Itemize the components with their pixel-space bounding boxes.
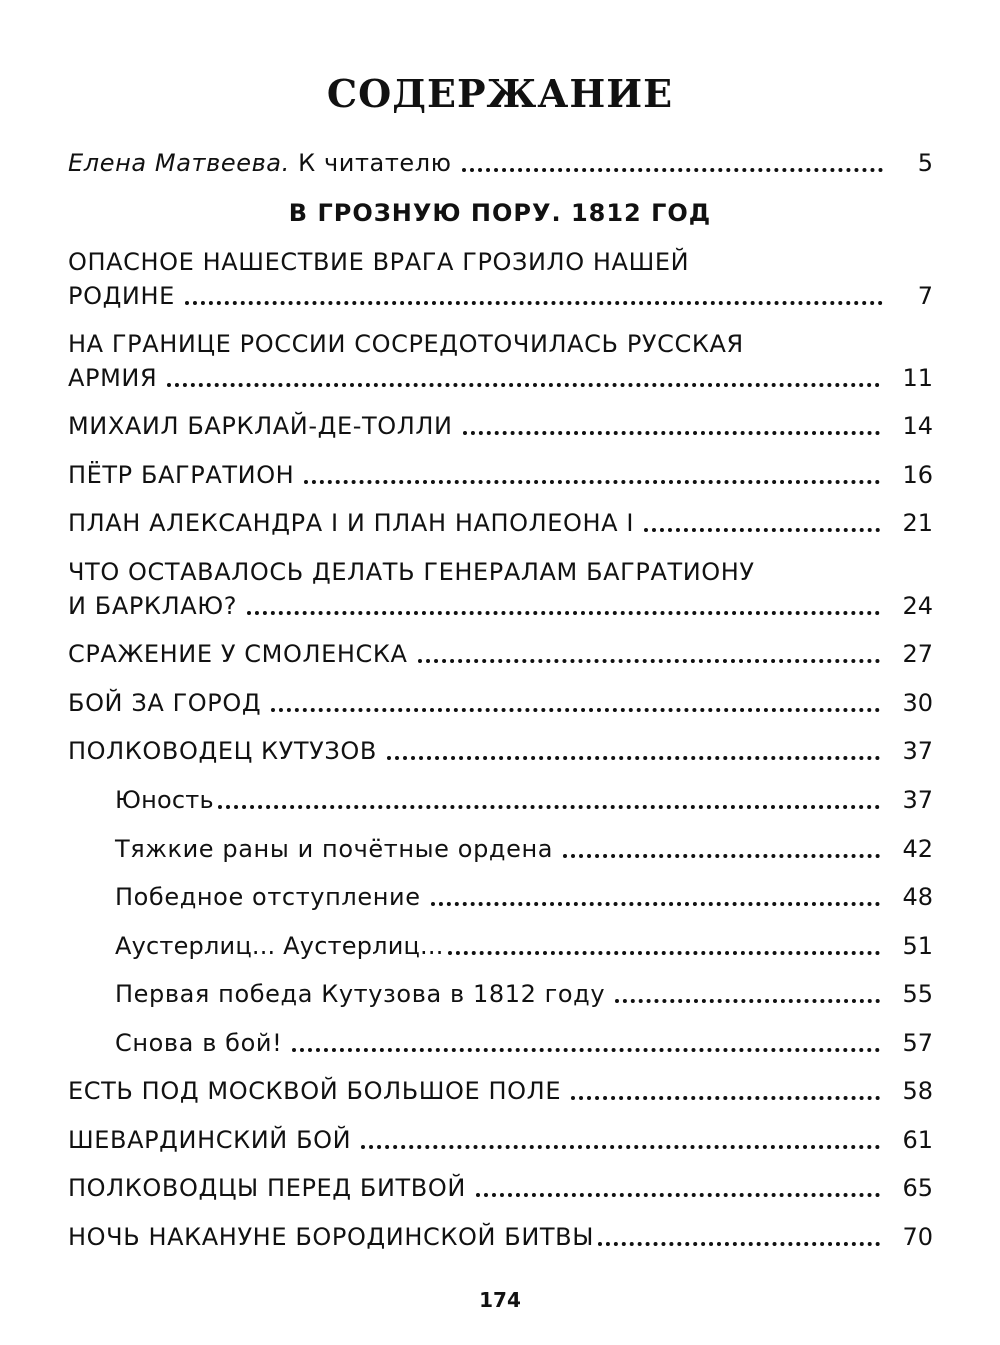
dot-leader (292, 1048, 880, 1052)
toc-entry[interactable] (68, 637, 933, 671)
dot-leader (571, 1096, 880, 1100)
page-title: СОДЕРЖАНИЕ (326, 71, 674, 116)
toc-subentry[interactable] (115, 880, 933, 914)
toc-row (68, 734, 933, 768)
page-ref: 24 (902, 592, 933, 620)
toc-entry[interactable] (68, 1220, 933, 1254)
toc-entry[interactable] (68, 734, 933, 768)
page-ref: 70 (902, 1223, 933, 1251)
dot-leader (448, 951, 881, 955)
toc-entry[interactable] (68, 245, 933, 313)
dot-leader (644, 528, 880, 532)
toc-subentry[interactable] (115, 977, 933, 1011)
toc-entry[interactable] (68, 686, 933, 720)
toc-entry[interactable] (68, 409, 933, 443)
toc-row (115, 880, 933, 914)
dot-leader (615, 999, 880, 1003)
toc-entry-label-line1: ЧТО ОСТАВАЛОСЬ ДЕЛАТЬ ГЕНЕРАЛАМ БАГРАТИОНУ (68, 558, 755, 586)
toc-entry[interactable] (68, 555, 933, 623)
toc-row (68, 506, 933, 540)
toc-entry-label: МИХАИЛ БАРКЛАЙ-ДЕ-ТОЛЛИ (68, 412, 453, 440)
toc-entry-label-line2: РОДИНЕ (68, 282, 175, 310)
toc-entry-intro[interactable] (68, 146, 933, 180)
page-ref: 30 (902, 689, 933, 717)
page-ref: 51 (902, 932, 933, 960)
toc-subentry-label: Тяжкие раны и почётные ордена (115, 835, 554, 863)
toc-entry-label: ПОЛКОВОДЦЫ ПЕРЕД БИТВОЙ (68, 1174, 466, 1202)
toc-subentry[interactable] (115, 1026, 933, 1060)
toc-row (68, 146, 933, 180)
toc-entry-label: НОЧЬ НАКАНУНЕ БОРОДИНСКОЙ БИТВЫ (68, 1223, 594, 1251)
toc-subentry[interactable] (115, 929, 933, 963)
page-ref: 58 (902, 1077, 933, 1105)
toc-row (68, 589, 933, 623)
toc-row (68, 1171, 933, 1205)
dot-leader (418, 659, 881, 663)
dot-leader (218, 805, 881, 809)
dot-leader (598, 1242, 880, 1246)
toc-row (68, 1220, 933, 1254)
toc-row (68, 1123, 933, 1157)
toc-entry[interactable] (68, 506, 933, 540)
dot-leader (462, 168, 883, 172)
toc-entry-label-line1: ОПАСНОЕ НАШЕСТВИЕ ВРАГА ГРОЗИЛО НАШЕЙ (68, 248, 690, 276)
dot-leader (563, 854, 880, 858)
toc-entry[interactable] (68, 1074, 933, 1108)
toc-row (68, 409, 933, 443)
toc-row (68, 279, 933, 313)
toc-row (115, 929, 933, 963)
toc-entry-label: ПЁТР БАГРАТИОН (68, 461, 295, 489)
toc-subentry[interactable] (115, 832, 933, 866)
toc-entry[interactable] (68, 327, 933, 395)
toc-subentry-label: Снова в бой! (115, 1029, 283, 1057)
page-ref: 55 (902, 980, 933, 1008)
page-ref: 42 (902, 835, 933, 863)
toc-row (115, 832, 933, 866)
page-number: 174 (479, 1288, 521, 1312)
toc-row (68, 686, 933, 720)
page-ref: 16 (902, 461, 933, 489)
dot-leader (271, 708, 880, 712)
author-name: Елена Матвеева. (68, 149, 290, 177)
page-ref: 27 (902, 640, 933, 668)
dot-leader (476, 1193, 881, 1197)
page-ref: 61 (902, 1126, 933, 1154)
dot-leader (387, 756, 881, 760)
toc-row (115, 977, 933, 1011)
toc-row (68, 458, 933, 492)
toc-row (68, 637, 933, 671)
page-ref: 7 (917, 282, 933, 310)
toc-subentry-label: Первая победа Кутузова в 1812 году (115, 980, 606, 1008)
toc-subentry-label: Юность (115, 786, 214, 814)
toc-entry[interactable] (68, 1171, 933, 1205)
toc-entry[interactable] (68, 1123, 933, 1157)
page-ref: 65 (902, 1174, 933, 1202)
dot-leader (185, 301, 883, 305)
dot-leader (463, 431, 881, 435)
section-heading: В ГРОЗНУЮ ПОРУ. 1812 ГОД (288, 199, 712, 227)
toc-entry-label (68, 146, 452, 180)
dot-leader (167, 383, 880, 387)
page-ref: 37 (902, 737, 933, 765)
toc-entry-label-line2: И БАРКЛАЮ? (68, 592, 238, 620)
toc-row (68, 1074, 933, 1108)
page-ref: 14 (902, 412, 933, 440)
toc-row (68, 361, 933, 395)
toc-entry-label: ШЕВАРДИНСКИЙ БОЙ (68, 1126, 352, 1154)
toc-entry-label-line1: НА ГРАНИЦЕ РОССИИ СОСРЕДОТОЧИЛАСЬ РУССКАЯ (68, 330, 744, 358)
page-ref: 21 (902, 509, 933, 537)
page-ref: 37 (902, 786, 933, 814)
intro-title: К читателю (298, 149, 452, 177)
toc-subentry[interactable] (115, 783, 933, 817)
toc-entry-label: ЕСТЬ ПОД МОСКВОЙ БОЛЬШОЕ ПОЛЕ (68, 1077, 562, 1105)
page-ref: 11 (902, 364, 933, 392)
toc-subentry-label: Победное отступление (115, 883, 421, 911)
dot-leader (361, 1145, 880, 1149)
toc-subentry-label: Аустерлиц... Аустерлиц... (115, 932, 444, 960)
toc-entry-label: ПОЛКОВОДЕЦ КУТУЗОВ (68, 737, 377, 765)
page-ref: 48 (902, 883, 933, 911)
dot-leader (247, 611, 880, 615)
toc-entry-label: БОЙ ЗА ГОРОД (68, 689, 262, 717)
toc-entry-label: СРАЖЕНИЕ У СМОЛЕНСКА (68, 640, 408, 668)
page-ref: 57 (902, 1029, 933, 1057)
toc-entry-label-line2: АРМИЯ (68, 364, 158, 392)
toc-entry-label: ПЛАН АЛЕКСАНДРА I И ПЛАН НАПОЛЕОНА I (68, 509, 635, 537)
toc-row (115, 783, 933, 817)
toc-entry[interactable] (68, 458, 933, 492)
dot-leader (304, 480, 880, 484)
toc-row (115, 1026, 933, 1060)
dot-leader (431, 902, 881, 906)
page-ref: 5 (917, 149, 933, 177)
